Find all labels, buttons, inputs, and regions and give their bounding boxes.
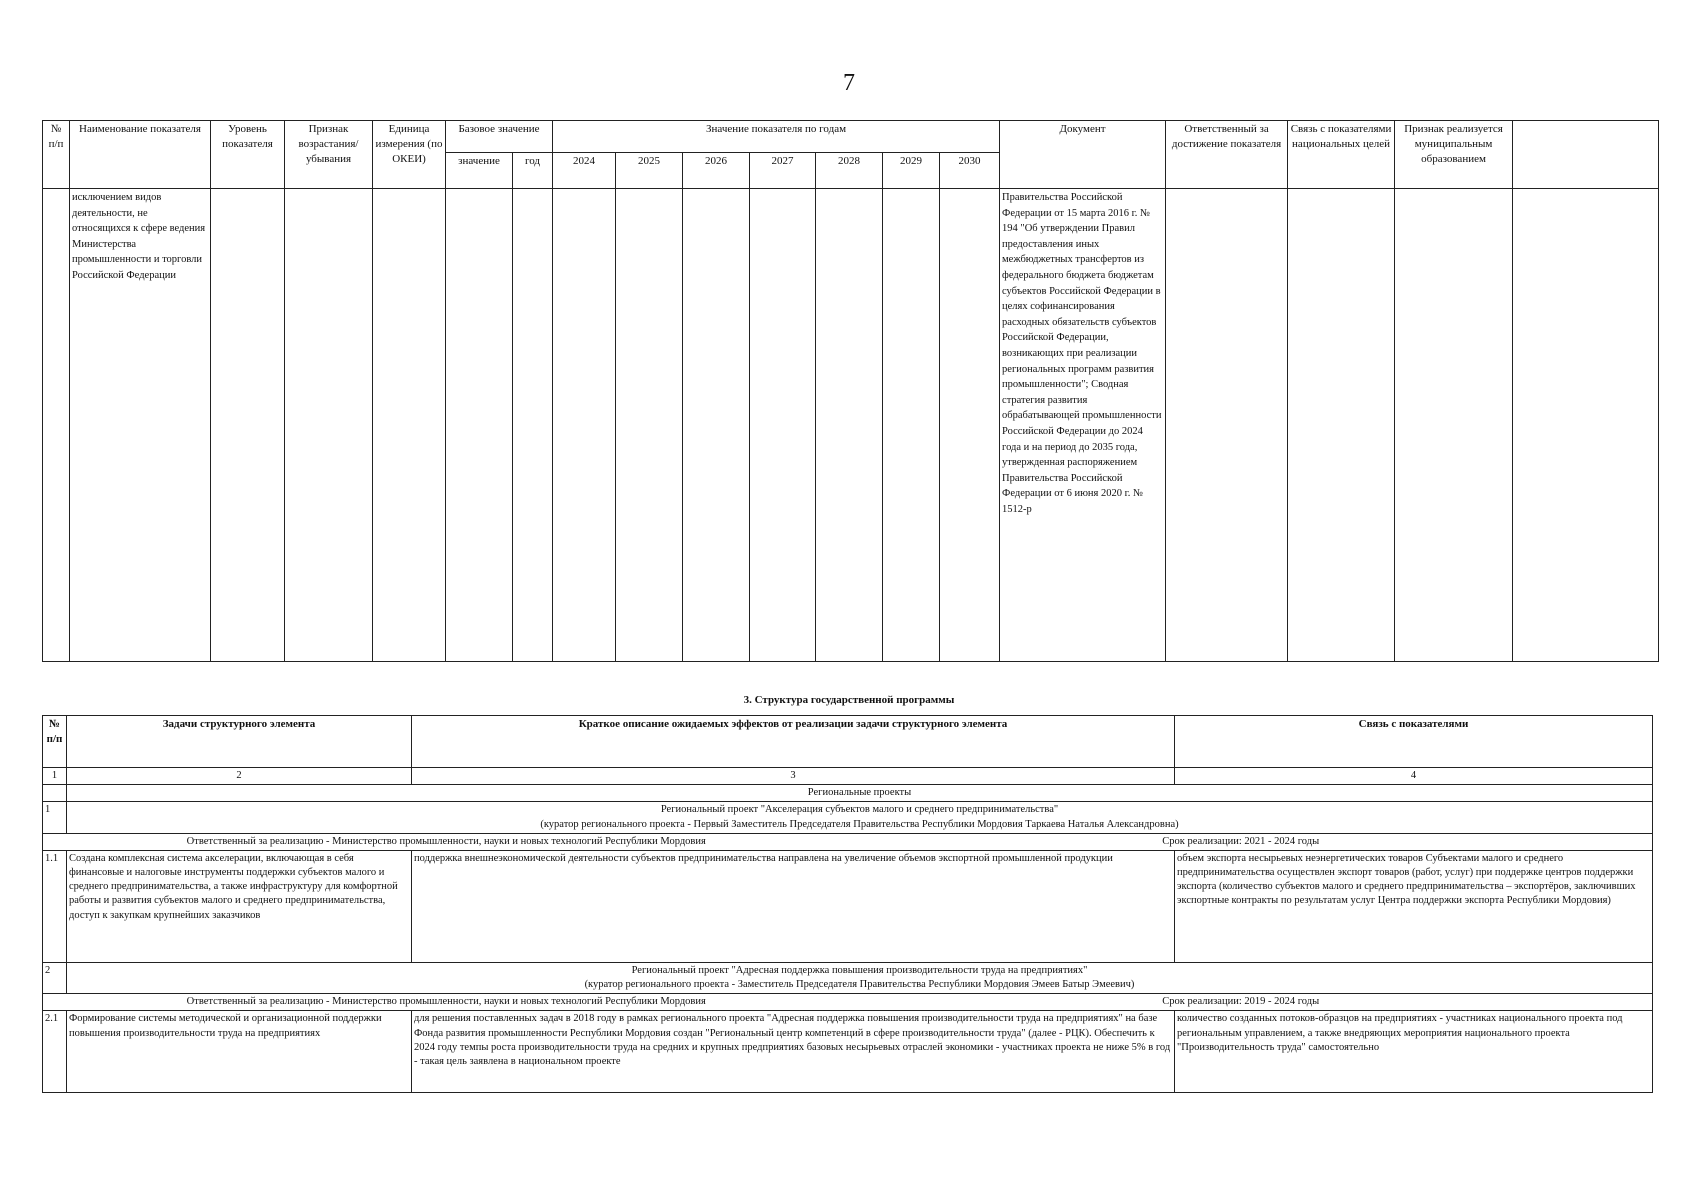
cell-year bbox=[616, 189, 683, 662]
header-level: Уровень показателя bbox=[211, 121, 285, 189]
col-number: 4 bbox=[1175, 768, 1653, 785]
project-term: Срок реализации: 2021 - 2024 годы bbox=[1162, 835, 1320, 847]
col-number: 1 bbox=[43, 768, 67, 785]
header-year: 2024 bbox=[553, 153, 616, 189]
project-title: Региональный проект "Адресная поддержка повышения производительности труда на предприятиях" bbox=[631, 964, 1088, 976]
page-number: 7 bbox=[843, 70, 855, 96]
cell-year bbox=[683, 189, 750, 662]
task-row bbox=[43, 850, 1653, 962]
cell-base-value bbox=[446, 189, 513, 662]
col-number: 2 bbox=[67, 768, 412, 785]
header-year: 2025 bbox=[616, 153, 683, 189]
indicators-table bbox=[42, 120, 1659, 662]
cell-link bbox=[1288, 189, 1395, 662]
link-text: объем экспорта несырьевых неэнергетических товаров Субъектами малого и среднего предпринимательства осуществлен экспорт товаров (работ, услуг) при поддержке центров поддержки экспорта (количество субъектов малого и среднего предпринимательства – экспортёров, заключивших экспортные контракты по результатам услуг Центра поддержки экспорта Республики Мордовия) bbox=[1175, 850, 1653, 962]
header-unit: Единица измерения (по ОКЕИ) bbox=[373, 121, 446, 189]
header-effects: Краткое описание ожидаемых эффектов от реализации задачи структурного элемента bbox=[412, 716, 1175, 768]
cell-year bbox=[750, 189, 816, 662]
project-meta-row bbox=[43, 833, 1653, 850]
header-num: № п/п bbox=[43, 716, 67, 768]
header-name: Наименование показателя bbox=[70, 121, 211, 189]
cell-trend bbox=[285, 189, 373, 662]
group-title: Региональные проекты bbox=[67, 785, 1653, 802]
header-base-value: значение bbox=[446, 153, 513, 189]
header-responsible: Ответственный за достижение показателя bbox=[1166, 121, 1288, 189]
header-by-years: Значение показателя по годам bbox=[553, 121, 1000, 153]
header-year: 2026 bbox=[683, 153, 750, 189]
header-base-year: год bbox=[513, 153, 553, 189]
effect-text: для решения поставленных задач в 2018 году в рамках регионального проекта "Адресная поддержка повышения производительности труда на предприятиях" на базе Фонда развития промышленности Республики Мордовия создан "Региональный центр компетенций в сфере производительности труда" (далее - РЦК). Обеспечить к 2024 году темпы роста производительности труда на средних и крупных предприятиях базовых несырьевых отраслей экономики - участниках проекта не ниже 5% в год - такая цель заявлена в национальном проекте bbox=[412, 1011, 1175, 1093]
header-municipal: Признак реализуется муниципальным образованием bbox=[1395, 121, 1513, 189]
cell-base-year bbox=[513, 189, 553, 662]
cell-year bbox=[816, 189, 883, 662]
header-year: 2027 bbox=[750, 153, 816, 189]
header-tasks: Задачи структурного элемента bbox=[67, 716, 412, 768]
task-num: 2.1 bbox=[43, 1011, 67, 1093]
header-link: Связь с показателями bbox=[1175, 716, 1653, 768]
cell-year bbox=[553, 189, 616, 662]
header-year: 2029 bbox=[883, 153, 940, 189]
project-meta-row bbox=[43, 994, 1653, 1011]
cell-responsible bbox=[1166, 189, 1288, 662]
header-extra bbox=[1513, 121, 1659, 189]
cell-extra bbox=[1513, 189, 1659, 662]
section-title: 3. Структура государственной программы bbox=[743, 694, 955, 706]
header-base: Базовое значение bbox=[446, 121, 553, 153]
cell-document: Правительства Российской Федерации от 15 марта 2016 г. № 194 "Об утверждении Правил предоставления иных межбюджетных трансфертов из федерального бюджета бюджетам субъектов Российской Федерации в целях софинансирования расходных обязательств субъектов Российской Федерации, возникающих при реализации региональных программ развития промышленности"; Сводная стратегия развития обрабатывающей промышленности Российской Федерации до 2024 года и на период до 2035 года, утвержденная распоряжением Правительства Российской Федерации от 6 июня 2020 г. № 1512-р bbox=[1000, 189, 1166, 662]
project-curator: (куратор регионального проекта - Заместитель Председателя Правительства Республики Мордовия Эмеев Батыр Эмеевич) bbox=[584, 979, 1135, 991]
task-num: 1.1 bbox=[43, 850, 67, 962]
effect-text: поддержка внешнеэкономической деятельности субъектов предпринимательства направлена на увеличение объемов экспортной промышленной продукции bbox=[412, 850, 1175, 962]
col-number: 3 bbox=[412, 768, 1175, 785]
project-term: Срок реализации: 2019 - 2024 годы bbox=[1162, 996, 1320, 1008]
header-trend: Признак возрастания/ убывания bbox=[285, 121, 373, 189]
project-responsible: Ответственный за реализацию - Министерство промышленности, науки и новых технологий Республики Мордовия bbox=[186, 996, 706, 1008]
cell-indicator-name: исключением видов деятельности, не относящихся к сфере ведения Министерства промышленности и торговли Российской Федерации bbox=[70, 189, 211, 662]
project-row bbox=[43, 802, 1653, 833]
project-row bbox=[43, 962, 1653, 993]
header-year: 2030 bbox=[940, 153, 1000, 189]
cell-level bbox=[211, 189, 285, 662]
task-text: Создана комплексная система акселерации, включающая в себя финансовые и налоговые инструменты поддержки субъектов малого и среднего предпринимательства, а также инфраструктуру для комфортной работы и развития субъектов малого и среднего предпринимательства, доступ к закупкам крупнейших заказчиков bbox=[67, 850, 412, 962]
cell-year bbox=[883, 189, 940, 662]
project-num: 1 bbox=[43, 802, 67, 833]
header-link: Связь с показателями национальных целей bbox=[1288, 121, 1395, 189]
cell-unit bbox=[373, 189, 446, 662]
cell-num bbox=[43, 189, 70, 662]
task-text: Формирование системы методической и организационной поддержки повышения производительности труда на предприятиях bbox=[67, 1011, 412, 1093]
cell-municipal bbox=[1395, 189, 1513, 662]
project-responsible: Ответственный за реализацию - Министерство промышленности, науки и новых технологий Республики Мордовия bbox=[186, 835, 706, 847]
link-text: количество созданных потоков-образцов на предприятиях - участниках национального проекта под региональным управлением, а также внедряющих мероприятия национального проекта "Производительность труда" самостоятельно bbox=[1175, 1011, 1653, 1093]
task-row bbox=[43, 1011, 1653, 1093]
header-document: Документ bbox=[1000, 121, 1166, 189]
header-year: 2028 bbox=[816, 153, 883, 189]
header-num: № п/п bbox=[43, 121, 70, 189]
cell-year bbox=[940, 189, 1000, 662]
project-curator: (куратор регионального проекта - Первый Заместитель Председателя Правительства Республики Мордовия Таркаева Наталья Александровна) bbox=[540, 818, 1179, 830]
structure-table bbox=[42, 715, 1653, 1093]
project-num: 2 bbox=[43, 962, 67, 993]
project-title: Региональный проект "Акселерация субъектов малого и среднего предпринимательства" bbox=[660, 804, 1059, 816]
table-row bbox=[43, 189, 1659, 662]
